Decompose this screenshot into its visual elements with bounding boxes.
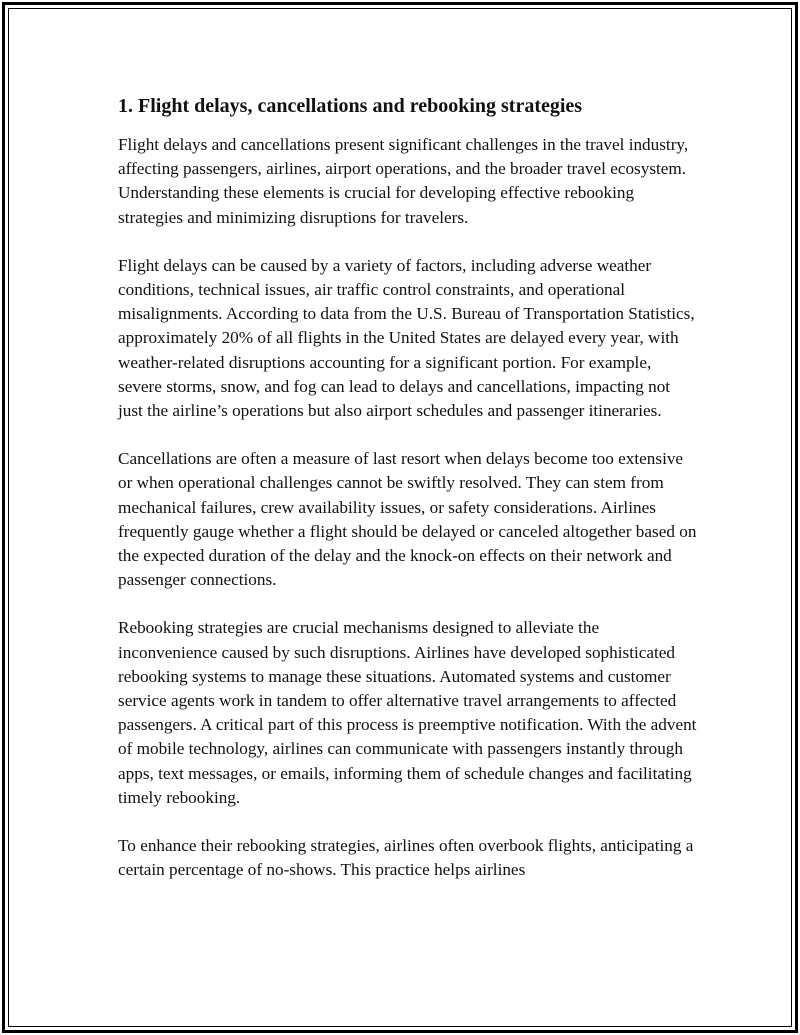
paragraph-intro: Flight delays and cancellations present significant challenges in the travel industry, affecting passengers, airlines, airport operations, and the broader travel ecosystem. Understanding these elements is crucial for developing effective rebooking strategies and minimizing disruptions for travelers. [118,135,689,227]
document-body [118,94,698,906]
paragraph-rebooking: Rebooking strategies are crucial mechanisms designed to alleviate the inconvenience caused by such disruptions. Airlines have developed sophisticated rebooking systems to manage these situations. Automated systems and customer service agents work in tandem to offer alternative travel arrangements to affected passengers. A critical part of this process is preemptive notification. With the advent of mobile technology, airlines can communicate with passengers instantly through apps, text messages, or emails, informing them of schedule changes and facilitating timely rebooking. [118,618,697,807]
paragraph-cancellations: Cancellations are often a measure of last resort when delays become too extensive or when operational challenges cannot be swiftly resolved. They can stem from mechanical failures, crew availability issues, or safety considerations. Airlines frequently gauge whether a flight should be delayed or canceled altogether based on the expected duration of the delay and the knock-on effects on their network and passenger connections. [118,449,697,590]
paragraph-overbooking: To enhance their rebooking strategies, airlines often overbook flights, anticipating a certain percentage of no-shows. This practice helps airlines [118,836,694,880]
section-heading: 1. Flight delays, cancellations and rebooking strategies [118,95,583,117]
paragraph-delays: Flight delays can be caused by a variety of factors, including adverse weather conditions, technical issues, air traffic control constraints, and operational misalignments. According to data from the U.S. Bureau of Transportation Statistics, approximately 20% of all flights in the United States are delayed every year, with weather-related disruptions accounting for a significant portion. For example, severe storms, snow, and fog can lead to delays and cancellations, impacting not just the airline’s operations but also airport schedules and passenger itineraries. [118,255,695,421]
